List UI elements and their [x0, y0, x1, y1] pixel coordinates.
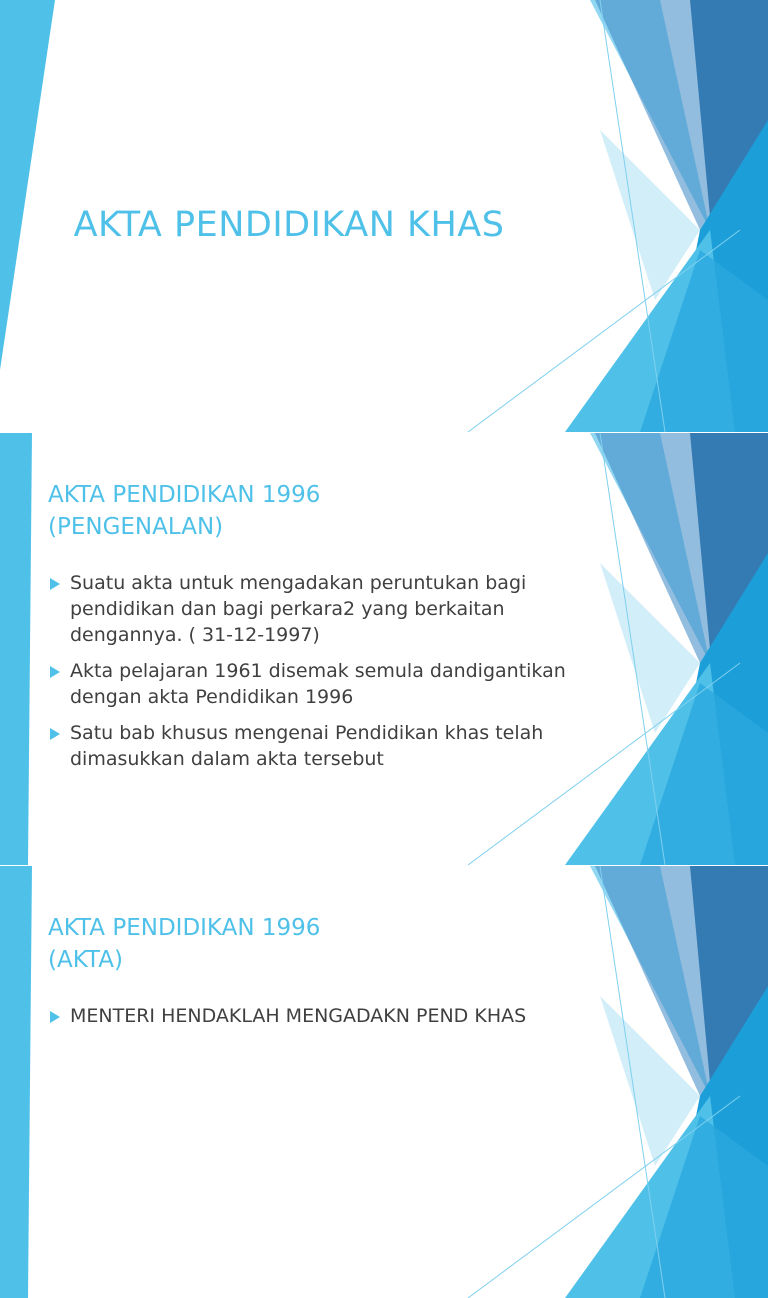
section-title-line: AKTA PENDIDIKAN 1996 [48, 915, 321, 941]
left-accent-shape [0, 433, 32, 865]
slide-title [0, 0, 768, 432]
section-title-line: AKTA PENDIDIKAN 1996 [48, 482, 321, 508]
page-title: AKTA PENDIDIKAN KHAS [73, 205, 505, 245]
bullet-item [48, 570, 568, 648]
bullet-list [48, 1003, 568, 1039]
section-title-line: (AKTA) [48, 947, 123, 973]
section-title-line: (PENGENALAN) [48, 514, 224, 540]
bullet-text: Suatu akta untuk mengadakan peruntukan bagi pendidikan dan bagi perkara2 yang berkaitan dengannya. ( 31-12-1997) [70, 572, 527, 646]
section-title [48, 912, 320, 976]
bullet-list [48, 570, 568, 782]
right-accent-shapes [468, 866, 768, 1298]
triangle-bullet-icon [50, 666, 60, 678]
left-accent-shape [0, 866, 32, 1298]
bullet-text: Akta pelajaran 1961 disemak semula dandigantikan dengan akta Pendidikan 1996 [70, 660, 566, 708]
bullet-text: MENTERI HENDAKLAH MENGADAKN PEND KHAS [70, 1005, 527, 1027]
triangle-bullet-icon [50, 1011, 60, 1023]
left-accent-shape [0, 0, 55, 370]
section-title [48, 479, 320, 543]
bullet-item [48, 658, 568, 710]
triangle-bullet-icon [50, 578, 60, 590]
slide-akta [0, 866, 768, 1298]
bullet-item [48, 720, 568, 772]
bullet-item [48, 1003, 568, 1029]
triangle-bullet-icon [50, 728, 60, 740]
slide-pengenalan [0, 433, 768, 865]
bullet-text: Satu bab khusus mengenai Pendidikan khas telah dimasukkan dalam akta tersebut [70, 722, 544, 770]
